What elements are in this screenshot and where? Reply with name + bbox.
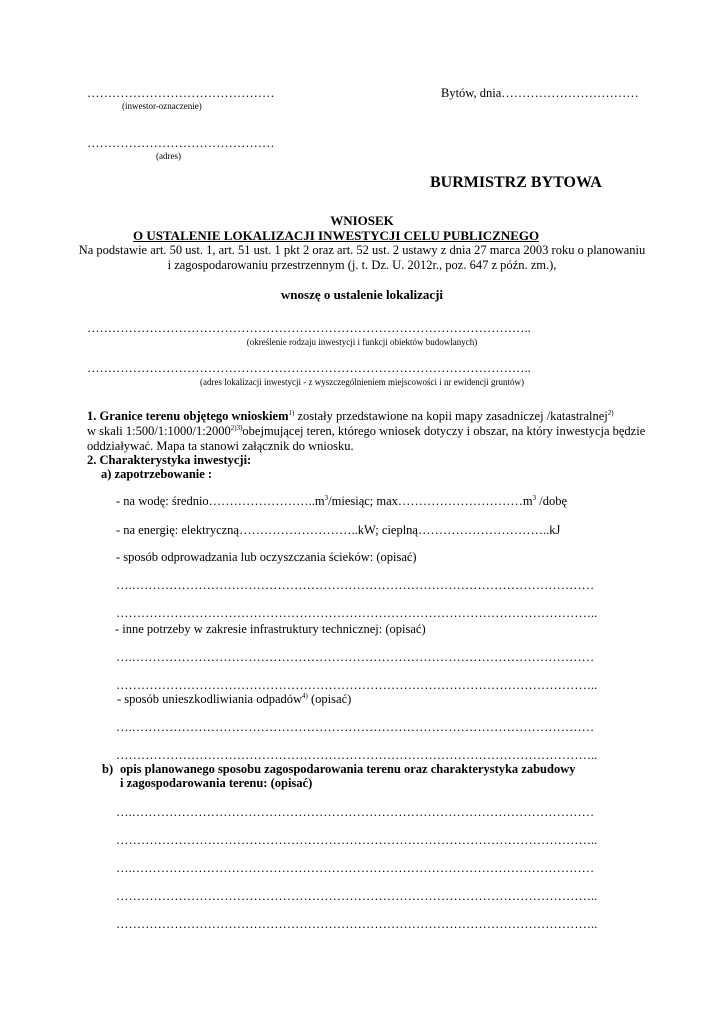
unit-sup: 3 [324,494,329,502]
development-field-3[interactable]: ….………………………………………………………………………………………………… [116,861,595,875]
development-field-5[interactable]: …………………………………………………………………………………………………….. [116,917,598,931]
footnote-ref-3: 2)3) [230,424,243,432]
footnote-ref-4: 4) [302,692,308,700]
section2b-line1: opis planowanego sposobu zagospodarowania terenu oraz charakterystyka zabudowy [120,762,576,776]
sewage-field-2[interactable]: …………………………………………………………………………………………………….. [116,606,598,620]
infrastructure-field-2[interactable]: …………………………………………………………………………………………………….. [116,678,598,692]
title-wniosek: WNIOSEK [330,213,394,228]
water-label: - na wodę: średnio……………………..m [116,494,325,508]
section2a-heading: a) zapotrzebowanie : [101,467,213,481]
section2-heading: 2. Charakterystyka inwestycji: [87,453,252,467]
investor-label: (inwestor-oznaczenie) [122,101,202,111]
section1-scale: w skali 1:500/1:1000/1:2000 [87,424,231,438]
investor-dots[interactable]: ……………………………………… [87,86,275,100]
infrastructure-field-1[interactable]: ….………………………………………………………………………………………………… [116,650,595,664]
energy-demand-field[interactable]: - na energię: elektryczną………………………..kW; cieplną…………………………..kJ [116,523,561,537]
investment-location-field[interactable]: …………………………………………………………………………………………….. [87,361,531,375]
investment-location-label: (adres lokalizacji inwestycji - z wyszczególnieniem miejscowości i nr ewidencji gruntów) [200,377,524,387]
section1-text1: zostały przedstawione na kopii mapy zasadniczej /katastralnej [294,409,608,423]
sewage-label: - sposób odprowadzania lub oczyszczania ścieków: (opisać) [116,550,417,564]
section1-line1 [87,409,614,424]
development-field-1[interactable]: ….………………………………………………………………………………………………… [116,805,595,819]
section1-line2 [87,424,645,439]
section2b-label: b) [102,762,114,776]
development-field-2[interactable]: …………………………………………………………………………………………………….. [116,833,598,847]
footnote-ref-1: 1) [288,409,295,417]
section2b-line2: i zagospodarowania terenu: (opisać) [120,776,313,790]
place-date[interactable]: Bytów, dnia…………………………… [441,86,639,100]
address-label: (adres) [156,151,181,161]
investment-type-field[interactable]: …………………………………………………………………………………………….. [87,321,531,335]
water-end: /dobę [536,494,568,508]
addressee: BURMISTRZ BYTOWA [430,174,602,191]
section1-text2: obejmującej teren, którego wniosek dotyczy i obszar, na który inwestycja będzie [242,424,646,438]
waste-label [117,692,351,707]
title-main: O USTALENIE LOKALIZACJI INWESTYCJI CELU PUBLICZNEGO [133,228,540,243]
waste-field-2[interactable]: …………………………………………………………………………………………………….. [116,748,598,762]
water-demand-field[interactable] [116,494,567,509]
waste-end: (opisać) [307,692,352,706]
development-field-4[interactable]: …………………………………………………………………………………………………….. [116,889,598,903]
sewage-field-1[interactable]: ….………………………………………………………………………………………………… [116,578,595,592]
waste-text: - sposób unieszkodliwiania odpadów [117,692,303,706]
infrastructure-label: - inne potrzeby w zakresie infrastruktury technicznej: (opisać) [115,622,426,636]
footnote-ref-2: 2) [607,409,614,417]
waste-field-1[interactable]: ….………………………………………………………………………………………………… [116,720,595,734]
investment-type-label: (określenie rodzaju inwestycji i funkcji obiektów budowlanych) [246,337,478,347]
legal-basis-line1: Na podstawie art. 50 ust. 1, art. 51 ust. 1 pkt 2 oraz art. 52 ust. 2 ustawy z dnia 27 marca 2003 roku o planowaniu [78,243,646,257]
water-mid: /miesiąc; max…………………………m [328,494,533,508]
legal-basis-line2: i zagospodarowaniu przestrzennym (j. t. Dz. U. 2012r., poz. 647 z późn. zm.), [167,258,557,272]
section1-heading: 1. Granice terenu objętego wnioskiem [87,409,289,423]
unit-sup: 3 [532,494,537,502]
request-text: wnoszę o ustalenie lokalizacji [280,287,444,302]
section1-line3: oddziaływać. Mapa ta stanowi załącznik do wniosku. [87,439,354,453]
address-dots[interactable]: ……………………………………… [87,136,275,150]
